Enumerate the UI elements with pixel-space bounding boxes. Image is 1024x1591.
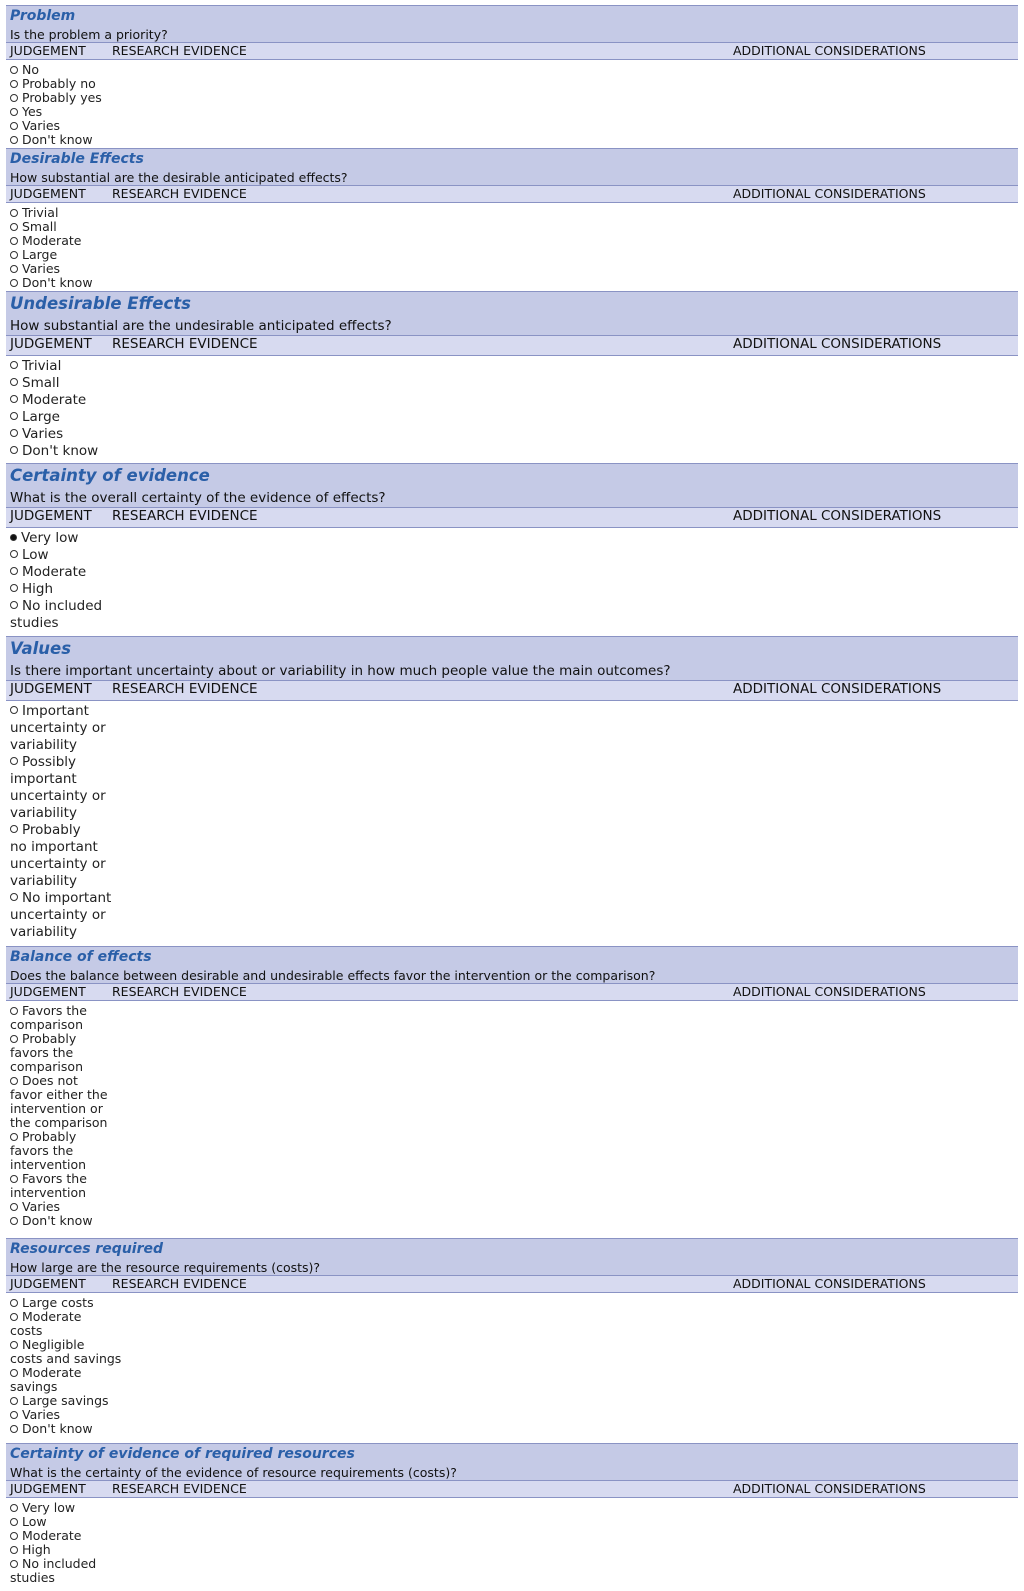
option-moderate[interactable]: Moderate — [10, 564, 86, 580]
judgement-header: JUDGEMENT — [10, 1481, 86, 1496]
radio-empty-icon[interactable] — [10, 567, 18, 575]
additional-considerations-header: ADDITIONAL CONSIDERATIONS — [733, 681, 942, 697]
judgement-header: JUDGEMENT — [10, 508, 92, 524]
option-continuation: comparison — [10, 1059, 83, 1074]
section-title: Desirable Effects — [10, 151, 144, 167]
option-dont-know[interactable]: Don't know — [10, 132, 93, 147]
radio-empty-icon[interactable] — [10, 893, 18, 901]
radio-empty-icon[interactable] — [10, 136, 18, 144]
option-varies[interactable]: Varies — [10, 426, 63, 442]
radio-empty-icon[interactable] — [10, 265, 18, 273]
column-header-row — [6, 186, 1018, 203]
column-header-row — [6, 1481, 1018, 1498]
option-high[interactable]: High — [10, 1542, 51, 1557]
option-large[interactable]: Large — [10, 247, 57, 262]
option-continuation: variability — [10, 873, 77, 889]
radio-empty-icon[interactable] — [10, 446, 18, 454]
radio-empty-icon[interactable] — [10, 1313, 18, 1321]
option-continuation: uncertainty or — [10, 788, 106, 804]
radio-empty-icon[interactable] — [10, 1341, 18, 1349]
judgement-options — [6, 1293, 1018, 1441]
option-high[interactable]: High — [10, 581, 53, 597]
column-header-row — [6, 681, 1018, 701]
radio-empty-icon[interactable] — [10, 757, 18, 765]
option-negligible-costs[interactable]: Negligible — [10, 1337, 84, 1352]
additional-considerations-header: ADDITIONAL CONSIDERATIONS — [733, 186, 926, 201]
research-evidence-header: RESEARCH EVIDENCE — [112, 186, 247, 201]
radio-empty-icon[interactable] — [10, 1203, 18, 1211]
option-does-not-favor-either[interactable]: Does not — [10, 1073, 78, 1088]
radio-empty-icon[interactable] — [10, 223, 18, 231]
section-certainty-required-resources — [6, 1443, 1018, 1588]
radio-empty-icon[interactable] — [10, 1077, 18, 1085]
radio-selected-icon[interactable] — [10, 534, 17, 541]
section-desirable-effects — [6, 148, 1018, 291]
additional-considerations-header: ADDITIONAL CONSIDERATIONS — [733, 43, 926, 58]
radio-empty-icon[interactable] — [10, 251, 18, 259]
research-evidence-header: RESEARCH EVIDENCE — [112, 336, 258, 352]
radio-empty-icon[interactable] — [10, 1397, 18, 1405]
option-continuation: studies — [10, 1570, 55, 1585]
option-varies[interactable]: Varies — [10, 261, 60, 276]
radio-empty-icon[interactable] — [10, 1035, 18, 1043]
judgement-options — [6, 1001, 1018, 1235]
option-large-savings[interactable]: Large savings — [10, 1393, 109, 1408]
radio-empty-icon[interactable] — [10, 80, 18, 88]
option-probably-yes[interactable]: Probably yes — [10, 90, 102, 105]
option-continuation: favor either the — [10, 1087, 108, 1102]
radio-empty-icon[interactable] — [10, 1425, 18, 1433]
option-small[interactable]: Small — [10, 375, 60, 391]
option-small[interactable]: Small — [10, 219, 57, 234]
section-title: Undesirable Effects — [10, 294, 191, 313]
option-moderate[interactable]: Moderate — [10, 233, 81, 248]
option-important-uncertainty[interactable]: Important — [10, 703, 89, 719]
research-evidence-header: RESEARCH EVIDENCE — [112, 1276, 247, 1291]
judgement-header: JUDGEMENT — [10, 1276, 86, 1291]
option-varies[interactable]: Varies — [10, 118, 60, 133]
option-continuation: uncertainty or — [10, 856, 106, 872]
radio-empty-icon[interactable] — [10, 601, 18, 609]
option-moderate[interactable]: Moderate — [10, 1528, 81, 1543]
radio-empty-icon[interactable] — [10, 1217, 18, 1225]
option-continuation: uncertainty or — [10, 907, 106, 923]
radio-empty-icon[interactable] — [10, 279, 18, 287]
judgement-options — [6, 528, 1018, 631]
section-question: How substantial are the desirable anticipated effects? — [10, 170, 348, 185]
judgement-options — [6, 356, 1018, 459]
research-evidence-header: RESEARCH EVIDENCE — [112, 681, 258, 697]
option-continuation: savings — [10, 1379, 58, 1394]
judgement-header: JUDGEMENT — [10, 186, 86, 201]
option-probably-no[interactable]: Probably no — [10, 76, 96, 91]
section-header — [6, 291, 1018, 336]
radio-empty-icon[interactable] — [10, 1518, 18, 1526]
option-yes[interactable]: Yes — [10, 104, 42, 119]
option-continuation: the comparison — [10, 1115, 108, 1130]
section-resources-required — [6, 1238, 1018, 1441]
judgement-header: JUDGEMENT — [10, 43, 86, 58]
radio-empty-icon[interactable] — [10, 395, 18, 403]
option-moderate[interactable]: Moderate — [10, 392, 86, 408]
column-header-row — [6, 43, 1018, 60]
additional-considerations-header: ADDITIONAL CONSIDERATIONS — [733, 508, 942, 524]
section-title: Problem — [10, 8, 76, 24]
section-question: Does the balance between desirable and undesirable effects favor the intervention or the comparison? — [10, 968, 656, 983]
research-evidence-header: RESEARCH EVIDENCE — [112, 984, 247, 999]
additional-considerations-header: ADDITIONAL CONSIDERATIONS — [733, 1481, 926, 1496]
section-header — [6, 463, 1018, 508]
section-question: Is there important uncertainty about or variability in how much people value the main outcomes? — [10, 663, 671, 679]
radio-empty-icon[interactable] — [10, 429, 18, 437]
radio-empty-icon[interactable] — [10, 1560, 18, 1568]
option-low[interactable]: Low — [10, 1514, 47, 1529]
radio-empty-icon[interactable] — [10, 550, 18, 558]
option-no-included-studies[interactable]: No included — [10, 1556, 96, 1571]
radio-empty-icon[interactable] — [10, 1007, 18, 1015]
radio-empty-icon[interactable] — [10, 378, 18, 386]
section-title: Resources required — [10, 1241, 164, 1257]
section-values — [6, 636, 1018, 941]
section-header — [6, 636, 1018, 681]
option-continuation: uncertainty or — [10, 720, 106, 736]
option-continuation: variability — [10, 924, 77, 940]
option-large-costs[interactable]: Large costs — [10, 1295, 94, 1310]
option-dont-know[interactable]: Don't know — [10, 275, 93, 290]
section-title: Certainty of evidence — [10, 466, 210, 485]
additional-considerations-header: ADDITIONAL CONSIDERATIONS — [733, 336, 942, 352]
option-trivial[interactable]: Trivial — [10, 205, 58, 220]
option-no-included-studies[interactable]: No included — [10, 598, 102, 614]
radio-empty-icon[interactable] — [10, 1133, 18, 1141]
option-possibly-important-uncertainty[interactable]: Possibly — [10, 754, 76, 770]
option-no[interactable]: No — [10, 62, 39, 77]
option-probably-favors-intervention[interactable]: Probably — [10, 1129, 76, 1144]
option-continuation: favors the — [10, 1045, 74, 1060]
option-continuation: comparison — [10, 1017, 83, 1032]
radio-empty-icon[interactable] — [10, 361, 18, 369]
option-probably-favors-comparison[interactable]: Probably — [10, 1031, 76, 1046]
option-continuation: costs — [10, 1323, 43, 1338]
column-header-row — [6, 336, 1018, 356]
section-problem — [6, 5, 1018, 148]
additional-considerations-header: ADDITIONAL CONSIDERATIONS — [733, 984, 926, 999]
radio-empty-icon[interactable] — [10, 1369, 18, 1377]
radio-empty-icon[interactable] — [10, 1299, 18, 1307]
column-header-row — [6, 984, 1018, 1001]
judgement-header: JUDGEMENT — [10, 336, 92, 352]
radio-empty-icon[interactable] — [10, 94, 18, 102]
option-continuation: costs and savings — [10, 1351, 122, 1366]
section-header — [6, 5, 1018, 43]
option-very-low[interactable]: Very low — [10, 1500, 75, 1515]
section-undesirable-effects — [6, 291, 1018, 459]
option-favors-comparison[interactable]: Favors the — [10, 1003, 87, 1018]
radio-empty-icon[interactable] — [10, 1175, 18, 1183]
option-varies[interactable]: Varies — [10, 1407, 60, 1422]
research-evidence-header: RESEARCH EVIDENCE — [112, 1481, 247, 1496]
section-question: Is the problem a priority? — [10, 27, 168, 42]
option-varies[interactable]: Varies — [10, 1199, 60, 1214]
section-title: Balance of effects — [10, 949, 152, 965]
radio-empty-icon[interactable] — [10, 66, 18, 74]
option-probably-no-important-uncertainty[interactable]: Probably — [10, 822, 81, 838]
option-continuation: no important — [10, 839, 98, 855]
option-continuation: intervention — [10, 1185, 87, 1200]
option-continuation: important — [10, 771, 77, 787]
section-header — [6, 148, 1018, 186]
section-header — [6, 946, 1018, 984]
radio-empty-icon[interactable] — [10, 1546, 18, 1554]
radio-empty-icon[interactable] — [10, 209, 18, 217]
radio-empty-icon[interactable] — [10, 122, 18, 130]
column-header-row — [6, 1276, 1018, 1293]
judgement-header: JUDGEMENT — [10, 984, 86, 999]
section-question: What is the overall certainty of the evidence of effects? — [10, 490, 386, 506]
section-title: Values — [10, 639, 72, 658]
option-large[interactable]: Large — [10, 409, 60, 425]
option-trivial[interactable]: Trivial — [10, 358, 61, 374]
option-continuation: variability — [10, 737, 77, 753]
section-balance-of-effects — [6, 946, 1018, 1235]
option-low[interactable]: Low — [10, 547, 49, 563]
option-dont-know[interactable]: Don't know — [10, 1213, 93, 1228]
judgement-options — [6, 60, 1018, 148]
option-dont-know[interactable]: Don't know — [10, 1421, 93, 1436]
section-certainty-of-evidence — [6, 463, 1018, 631]
radio-empty-icon[interactable] — [10, 706, 18, 714]
section-title: Certainty of evidence of required resources — [10, 1446, 355, 1462]
radio-empty-icon[interactable] — [10, 108, 18, 116]
radio-empty-icon[interactable] — [10, 1504, 18, 1512]
judgement-options — [6, 203, 1018, 291]
option-moderate-savings[interactable]: Moderate — [10, 1365, 81, 1380]
option-no-important-uncertainty[interactable]: No important — [10, 890, 111, 906]
section-question: How large are the resource requirements (costs)? — [10, 1260, 321, 1275]
option-very-low-selected[interactable]: Very low — [10, 530, 78, 546]
judgement-header: JUDGEMENT — [10, 681, 92, 697]
radio-empty-icon[interactable] — [10, 825, 18, 833]
radio-empty-icon[interactable] — [10, 237, 18, 245]
section-question: What is the certainty of the evidence of resource requirements (costs)? — [10, 1465, 457, 1480]
option-continuation: favors the — [10, 1143, 74, 1158]
option-continuation: variability — [10, 805, 77, 821]
option-continuation: intervention — [10, 1157, 87, 1172]
option-moderate-costs[interactable]: Moderate — [10, 1309, 81, 1324]
additional-considerations-header: ADDITIONAL CONSIDERATIONS — [733, 1276, 926, 1291]
section-header — [6, 1238, 1018, 1276]
section-header — [6, 1443, 1018, 1481]
judgement-options — [6, 701, 1018, 941]
research-evidence-header: RESEARCH EVIDENCE — [112, 508, 258, 524]
radio-empty-icon[interactable] — [10, 584, 18, 592]
radio-empty-icon[interactable] — [10, 1411, 18, 1419]
option-favors-intervention[interactable]: Favors the — [10, 1171, 87, 1186]
radio-empty-icon[interactable] — [10, 412, 18, 420]
option-continuation: intervention or — [10, 1101, 103, 1116]
section-question: How substantial are the undesirable anticipated effects? — [10, 318, 392, 334]
judgement-options — [6, 1498, 1018, 1588]
radio-empty-icon[interactable] — [10, 1532, 18, 1540]
column-header-row — [6, 508, 1018, 528]
option-dont-know[interactable]: Don't know — [10, 443, 98, 459]
option-continuation: studies — [10, 615, 59, 631]
research-evidence-header: RESEARCH EVIDENCE — [112, 43, 247, 58]
